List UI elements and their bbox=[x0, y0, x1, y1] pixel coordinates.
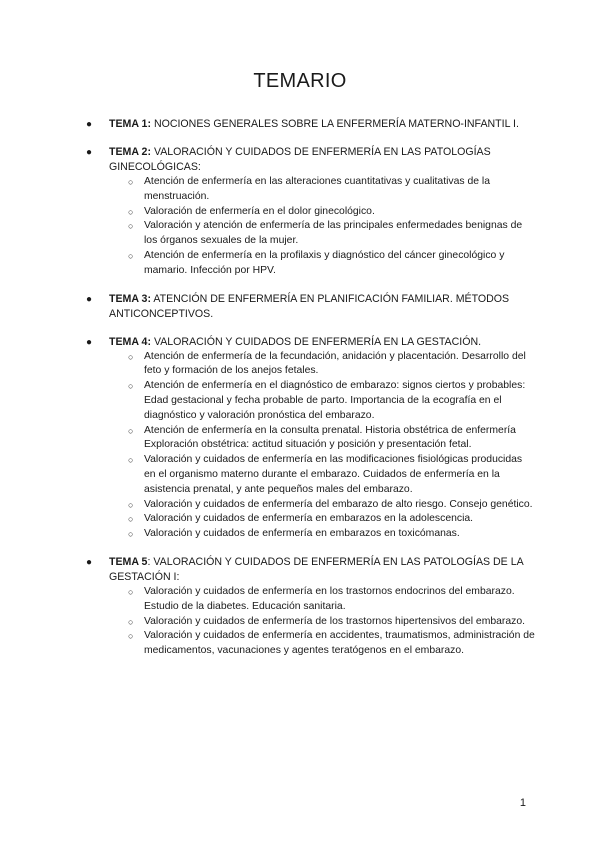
topic-item bbox=[86, 145, 536, 279]
topic-item bbox=[86, 292, 536, 322]
subtopic-list bbox=[109, 175, 536, 279]
circle-bullet-icon: ○ bbox=[128, 586, 134, 597]
subtopic-item: ○ Valoración y cuidados de enfermería del embarazo de alto riesgo. Consejo genético. bbox=[109, 498, 536, 513]
topic-list bbox=[86, 117, 536, 672]
circle-bullet-icon: ○ bbox=[128, 177, 134, 187]
page-title: TEMARIO bbox=[253, 70, 347, 92]
topic-heading bbox=[109, 335, 536, 350]
bullet-icon: ● bbox=[86, 147, 93, 158]
topic-label: TEMA 3: bbox=[109, 292, 151, 305]
topic-item bbox=[86, 555, 536, 659]
topic-heading bbox=[109, 145, 536, 175]
bullet-icon: ● bbox=[86, 293, 93, 305]
topic-text: VALORACIÓN Y CUIDADOS DE ENFERMERÍA EN LAS PATOLOGÍAS GINECOLÓGICAS: bbox=[109, 146, 491, 173]
subtopic-item: ○ Valoración y cuidados de enfermería de los trastornos hipertensivos del embarazo. bbox=[109, 615, 536, 630]
subtopic-item: ○ Valoración y cuidados de enfermería en los trastornos endocrinos del embarazo. Estudio de la diabetes. Educación sanitaria. bbox=[128, 585, 515, 612]
topic-heading bbox=[109, 117, 536, 132]
subtopic-list bbox=[109, 350, 536, 542]
circle-bullet-icon: ○ bbox=[128, 455, 134, 466]
circle-bullet-icon: ○ bbox=[128, 250, 134, 261]
topic-text: : VALORACIÓN Y CUIDADOS DE ENFERMERÍA EN LAS PATOLOGÍAS DE LA GESTACIÓN I: bbox=[109, 555, 524, 583]
topic-text: NOCIONES GENERALES SOBRE LA ENFERMERÍA MATERNO-INFANTIL I. bbox=[153, 118, 519, 130]
circle-bullet-icon: ○ bbox=[128, 221, 134, 232]
circle-bullet-icon: ○ bbox=[128, 381, 134, 392]
topic-label: TEMA 1: bbox=[109, 118, 151, 130]
topic-item bbox=[86, 335, 536, 542]
subtopic-item: ○ Atención de enfermería en las alteraciones cuantitativas y cualitativas de la menstruación. bbox=[128, 176, 490, 202]
topic-text: ATENCIÓN DE ENFERMERÍA EN PLANIFICACIÓN FAMILIAR. MÉTODOS ANTICONCEPTIVOS. bbox=[109, 292, 510, 320]
subtopic-item: ○ Valoración y cuidados de enfermería en embarazos en toxicómanas. bbox=[109, 527, 536, 542]
subtopic-item: ○ Valoración y atención de enfermería de las principales enfermedades benignas de los órganos sexuales de la mujer. bbox=[128, 220, 523, 247]
subtopic-item: ○ Valoración y cuidados de enfermería en embarazos en la adolescencia. bbox=[109, 512, 536, 527]
circle-bullet-icon: ○ bbox=[128, 529, 134, 540]
bullet-icon: ● bbox=[86, 556, 93, 568]
topic-heading bbox=[109, 555, 536, 585]
subtopic-item: ○ Valoración de enfermería en el dolor ginecológico. bbox=[109, 205, 536, 220]
circle-bullet-icon: ○ bbox=[128, 616, 134, 627]
topic-label: TEMA 5 bbox=[109, 555, 148, 568]
topic-item bbox=[86, 117, 536, 132]
topic-label: TEMA 4: bbox=[109, 335, 151, 348]
subtopic-item: ○ Atención de enfermería de la fecundación, anidación y placentación. Desarrollo del feto y formación de los anejos fetales. bbox=[128, 350, 526, 377]
bullet-icon: ● bbox=[86, 336, 93, 348]
topic-heading bbox=[109, 292, 536, 322]
subtopic-item: ○ Valoración y cuidados de enfermería en accidentes, traumatismos, administración de medicamentos, vacunaciones y agentes teratógenos en el embarazo. bbox=[128, 630, 535, 657]
subtopic-item: ○ Atención de enfermería en la consulta prenatal. Historia obstétrica de enfermería Exploración obstétrica: actitud situación y posición y presentación fetal. bbox=[128, 424, 516, 451]
circle-bullet-icon: ○ bbox=[128, 351, 134, 362]
topic-text: VALORACIÓN Y CUIDADOS DE ENFERMERÍA EN LA GESTACIÓN. bbox=[153, 335, 482, 348]
bullet-icon: ● bbox=[86, 119, 93, 130]
subtopic-list bbox=[109, 585, 536, 659]
subtopic-item: ○ Atención de enfermería en la profilaxis y diagnóstico del cáncer ginecológico y mamario. Infección por HPV. bbox=[128, 249, 505, 276]
subtopic-item: ○ Atención de enfermería en el diagnóstico de embarazo: signos ciertos y probables: Edad gestacional y fecha probable de parto. Importancia de la ecografía en el diagnóstico y valoración pronóstica del embarazo. bbox=[128, 380, 526, 421]
circle-bullet-icon: ○ bbox=[128, 499, 134, 510]
subtopic-item: ○ Valoración y cuidados de enfermería en las modificaciones fisiológicas producidas en el organismo materno durante el embarazo. Cuidados de enfermería en la asistencia prenatal, y ante pequeños males del embarazo. bbox=[128, 454, 523, 495]
topic-label: TEMA 2: bbox=[109, 146, 151, 158]
circle-bullet-icon: ○ bbox=[128, 631, 134, 642]
circle-bullet-icon: ○ bbox=[128, 206, 134, 217]
circle-bullet-icon: ○ bbox=[128, 514, 134, 525]
circle-bullet-icon: ○ bbox=[128, 425, 134, 436]
page-number: 1 bbox=[519, 797, 526, 809]
